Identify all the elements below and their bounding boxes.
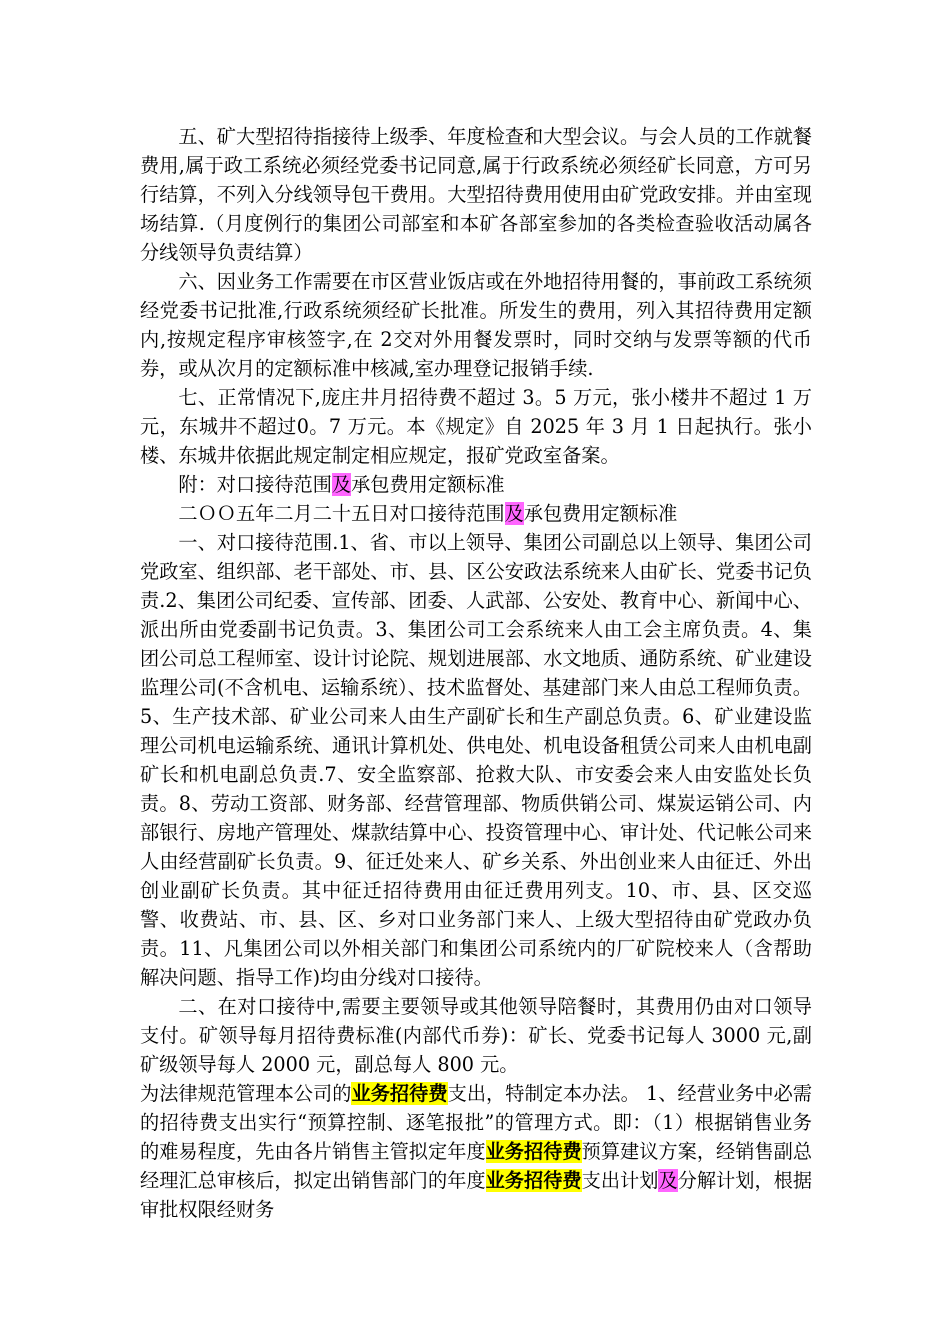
attachment-title-after: 承包费用定额标准 (351, 473, 505, 496)
paragraph-business-entertainment (140, 1079, 812, 1224)
paragraph-five: 五、矿大型招待指接待上级季、年度检查和大型会议。与会人员的工作就餐费用,属于政工系统必须经党委书记同意,属于行政系统必须经矿长同意，方可另行结算，不列入分线领导包干费用。大型招待费用使用由矿党政安排。并由室现场结算.（月度例行的集团公司部室和本矿各部室参加的各类检查验收活动属各分线领导负责结算） (140, 125, 812, 264)
text-segment: 为法律规范管理本公司的 (140, 1082, 352, 1105)
paragraph-six: 六、因业务工作需要在市区营业饭店或在外地招待用餐的，事前政工系统须经党委书记批准,行政系统须经矿长批准。所发生的费用，列入其招待费用定额内,按规定程序审核签字,在 2交对外用餐发票时，同时交纳与发票等额的代币券，或从次月的定额标准中核减,室办理登记报销手续. (140, 270, 812, 380)
text-segment: 支出计划 (581, 1169, 659, 1192)
attachment-date-after: 承包费用定额标准 (523, 502, 678, 525)
paragraph-meal-cost: 二、在对口接待中,需要主要领导或其他领导陪餐时，其费用仍由对口领导支付。矿领导每月招待费标准(内部代币券)：矿长、党委书记每人 3000 元,副矿级领导每人 2000 元，副总每人 800 元。 (140, 995, 812, 1076)
document-body (140, 122, 812, 1224)
highlighted-char: 及 (331, 473, 352, 496)
attachment-date-line (140, 499, 812, 528)
highlighted-char: 及 (504, 502, 524, 525)
attachment-title (140, 470, 812, 499)
text-segment: 预算建议方案，经销售副总经理汇总审核后，拟定出销售部门的年度 (140, 1140, 813, 1192)
paragraph-reception-scope: 一、对口接待范围.1、省、市以上领导、集团公司副总以上领导、集团公司党政室、组织部、老干部处、市、县、区公安政法系统来人由矿长、党委书记负责.2、集团公司纪委、宣传部、团委、人武部、公安处、教育中心、新闻中心、派出所由党委副书记负责。3、集团公司工会系统来人由工会主席负责。4、集团公司总工程师室、设计讨论院、规划进展部、水文地质、通防系统、矿业建设监理公司(不含机电、运输系统）、技术监督处、基建部门来人由总工程师负责。5、生产技术部、矿业公司来人由生产副矿长和生产副总负责。6、矿业建设监理公司机电运输系统、通讯计算机处、供电处、机电设备租赁公司来人由机电副矿长和机电副总负责.7、安全监察部、抢救大队、市安委会来人由安监处长负责。8、劳动工资部、财务部、经营管理部、物质供销公司、煤炭运销公司、内部银行、房地产管理处、煤款结算中心、投资管理中心、审计处、代记帐公司来人由经营副矿长负责。9、征迁处来人、矿乡关系、外出创业来人由征迁、外出创业副矿长负责。其中征迁招待费用由征迁费用列支。10、市、县、区交巡警、收费站、市、县、区、乡对口业务部门来人、上级大型招待由矿党政办负责。11、凡集团公司以外相关部门和集团公司系统内的厂矿院校来人（含帮助解决问题、指导工作)均由分线对口接待。 (140, 531, 812, 989)
paragraph-seven: 七、正常情况下,庞庄井月招待费不超过 3。5 万元，张小楼井不超过 1 万元，东城井不超过0。7 万元。本《规定》自 2025 年 3 月 1 日起执行。张小楼、东城井依据此规定制定相应规定，报矿党政室备案。 (140, 386, 812, 467)
attachment-date-before: 二ＯＯ五年二月二十五日对口接待范围 (178, 502, 505, 525)
highlighted-keyword: 业务招待费 (485, 1169, 582, 1192)
text-segment: 支出，特制定本办法。 1、经营业务中必需的招待费支出实行“预算控制、逐笔报批”的管理方式。即：（1）根据销售业务的难易程度，先由各片销售主管拟定年度 (140, 1082, 813, 1163)
text-segment: 分解计划，根据审批权限经财务 (140, 1169, 813, 1221)
highlighted-keyword: 业务招待费 (351, 1082, 448, 1105)
highlighted-char: 及 (658, 1169, 678, 1192)
highlighted-keyword: 业务招待费 (485, 1140, 582, 1163)
attachment-title-before: 附：对口接待范围 (178, 473, 332, 496)
